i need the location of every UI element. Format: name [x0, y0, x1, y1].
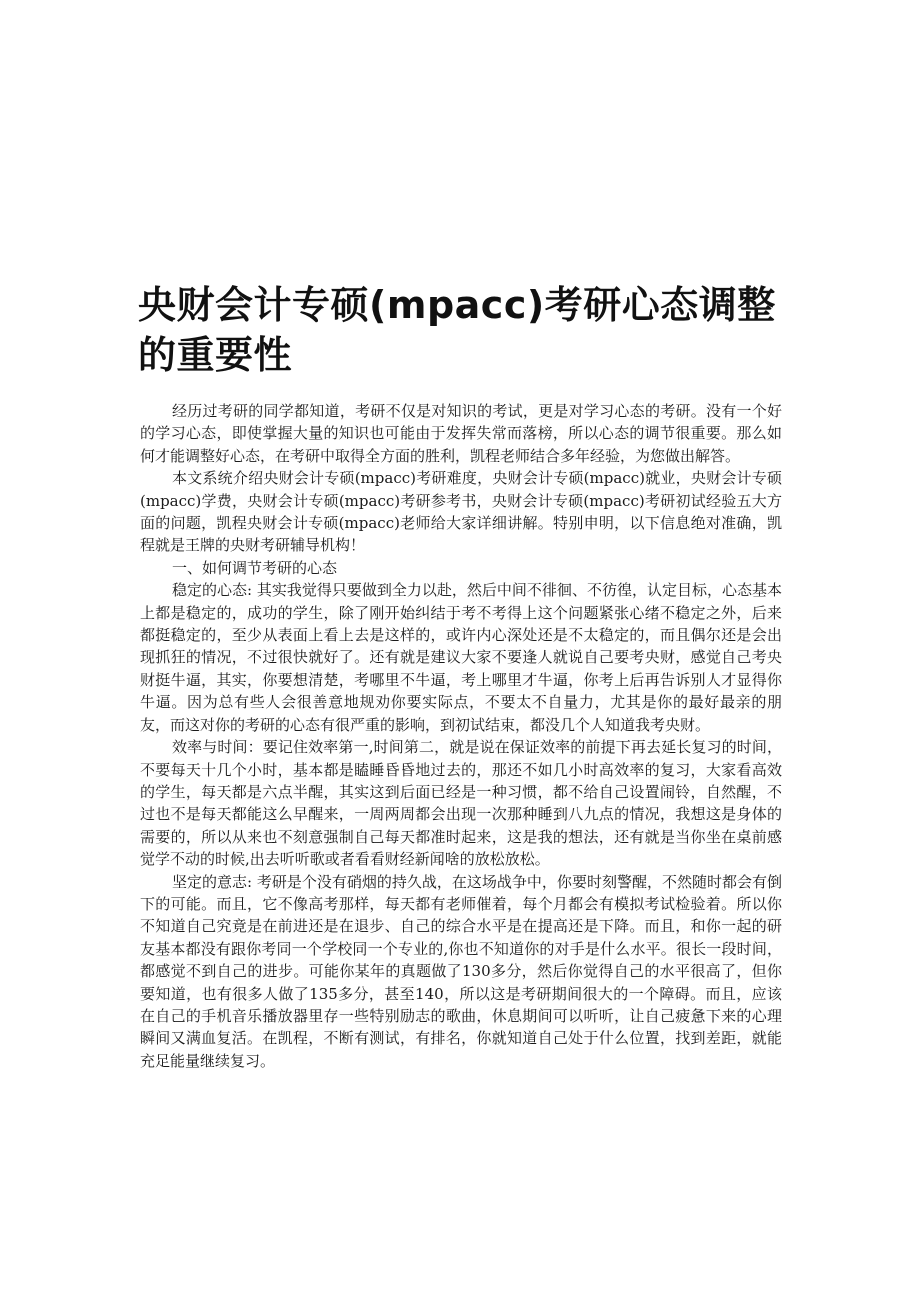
paragraph-overview: 本文系统介绍央财会计专硕(mpacc)考研难度，央财会计专硕(mpacc)就业，央财会计专硕(mpacc)学费，央财会计专硕(mpacc)考研参考书，央财会计专硕(mpacc)考研初试经验五大方面的问题，凯程央财会计专硕(mpacc)老师给大家详细讲解。特别申明，以下信息绝对准确，凯程就是王牌的央财考研辅导机构！: [140, 469, 782, 555]
paragraph-stable-mindset: 稳定的心态: 其实我觉得只要做到全力以赴，然后中间不徘徊、不彷徨，认定目标，心态基本上都是稳定的，成功的学生，除了刚开始纠结于考不考得上这个问题紧张心绪不稳定之外，后来都挺稳定的，至少从表面上看上去是这样的，或许内心深处还是不太稳定的，而且偶尔还是会出现抓狂的情况，不过很快就好了。还有就是建议大家不要逢人就说自己要考央财，感觉自己考央财挺牛逼，其实，你要想清楚，考哪里不牛逼，考上哪里才牛逼，你考上后再告诉别人才显得你牛逼。因为总有些人会很善意地规劝你要实际点，不要太不自量力，尤其是你的最好最亲的朋友，而这对你的考研的心态有很严重的影响，到初试结束，都没几个人知道我考央财。: [140, 581, 782, 734]
section-heading: 一、如何调节考研的心态: [172, 558, 338, 577]
document-body: [140, 400, 782, 1072]
paragraph-efficiency-time: 效率与时间：要记住效率第一,时间第二，就是说在保证效率的前提下再去延长复习的时间，不要每天十几个小时，基本都是瞌睡昏昏地过去的，那还不如几小时高效率的复习，大家看高效的学生，每天都是六点半醒，其实这到后面已经是一种习惯，都不给自己设置闹铃，自然醒，不过也不是每天都能这么早醒来，一周两周都会出现一次那种睡到八九点的情况，我想这是身体的需要的，所以从来也不刻意强制自己每天都准时起来，这是我的想法，还有就是当你坐在桌前感觉学不动的时候,出去听听歌或者看看财经新闻啥的放松放松。: [140, 738, 782, 869]
paragraph-firm-will: 坚定的意志: 考研是个没有硝烟的持久战，在这场战争中，你要时刻警醒，不然随时都会有倒下的可能。而且，它不像高考那样，每天都有老师催着，每个月都会有模拟考试检验着。所以你不知道自己究竟是在前进还是在退步、自己的综合水平是在提高还是下降。而且，和你一起的研友基本都没有跟你考同一个学校同一个专业的,你也不知道你的对手是什么水平。很长一段时间，都感觉不到自己的进步。可能你某年的真题做了130多分，然后你觉得自己的水平很高了，但你要知道，也有很多人做了135多分，甚至140，所以这是考研期间很大的一个障碍。而且，应该在自己的手机音乐播放器里存一些特别励志的歌曲，休息期间可以听听，让自己疲惫下来的心理瞬间又满血复活。在凯程，不断有测试，有排名，你就知道自己处于什么位置，找到差距，就能充足能量继续复习。: [140, 872, 782, 1070]
paragraph-intro: 经历过考研的同学都知道，考研不仅是对知识的考试，更是对学习心态的考研。没有一个好的学习心态，即使掌握大量的知识也可能由于发挥失常而落榜，所以心态的调节很重要。那么如何才能调整好心态，在考研中取得全方面的胜利，凯程老师结合多年经验，为您做出解答。: [140, 402, 782, 465]
document-title: 央财会计专硕(mpacc)考研心态调整的重要性: [138, 283, 776, 377]
